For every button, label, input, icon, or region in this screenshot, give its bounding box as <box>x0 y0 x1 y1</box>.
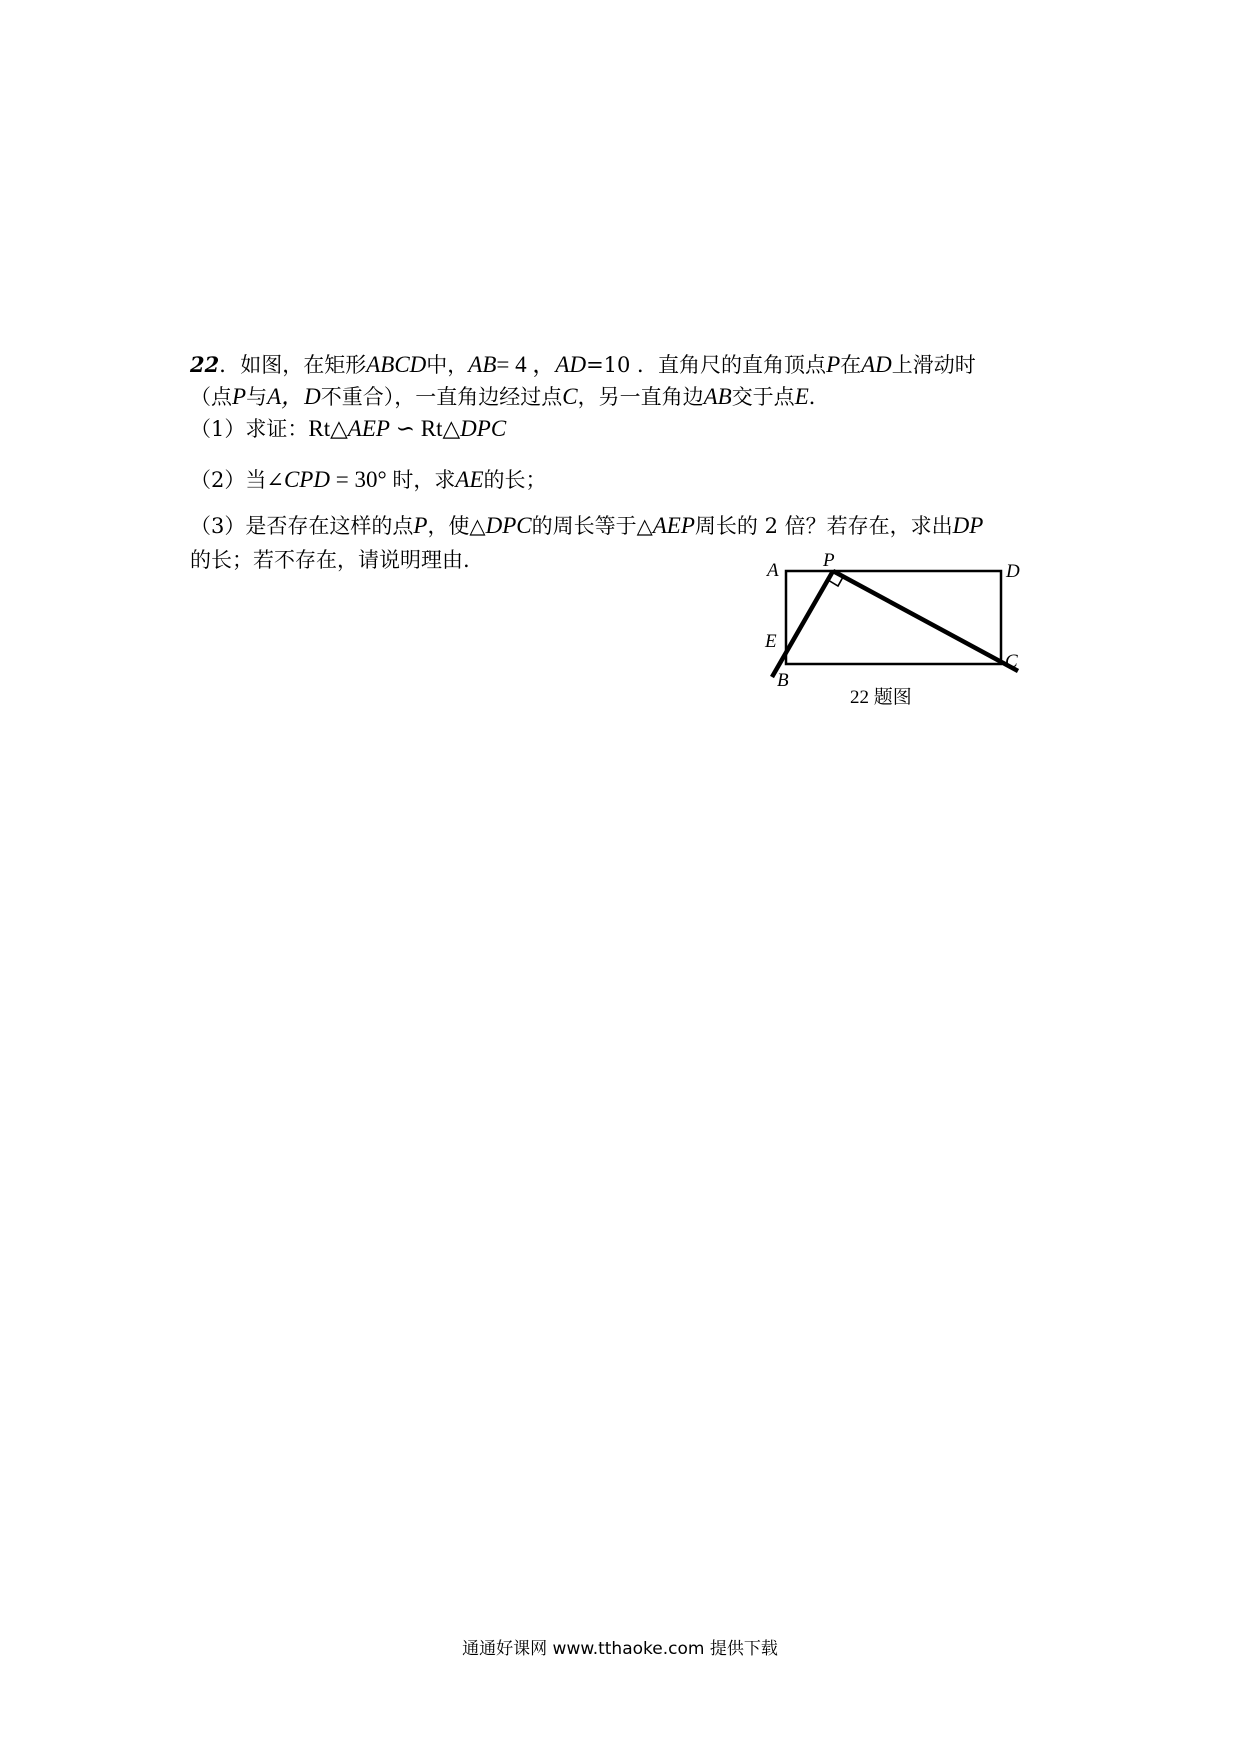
text: 的长； <box>483 468 547 492</box>
math: P <box>826 352 841 377</box>
text: 中， <box>426 353 469 377</box>
ruler-arm-to-c <box>833 571 1018 671</box>
question-line-1 <box>190 350 976 380</box>
text: ．如图，在矩形 <box>219 353 367 377</box>
math: Rt△ <box>308 416 348 441</box>
text: ． <box>808 385 830 409</box>
math: = 30° <box>329 467 393 492</box>
math: AD <box>861 352 892 377</box>
text: 不重合），一直角边经过点 <box>320 385 563 409</box>
label-e: E <box>765 631 777 652</box>
math: P <box>413 513 428 538</box>
text: （点 <box>190 385 232 409</box>
question-number: 22 <box>190 352 220 377</box>
math: P <box>232 384 247 409</box>
math: AEP <box>347 416 390 441</box>
text: 交于点 <box>731 385 795 409</box>
math: AD <box>555 352 587 377</box>
part-3-continued <box>190 545 470 575</box>
math: CPD <box>283 467 330 492</box>
math: E <box>794 384 809 409</box>
math: AB <box>468 352 497 377</box>
text: 时，求 <box>392 468 456 492</box>
text: 的长；若不存在，请说明理由. <box>190 548 470 572</box>
math: AE <box>455 467 484 492</box>
ruler-arm-through-e <box>772 571 833 677</box>
figure-caption: 22 题图 <box>850 687 912 708</box>
text: 的周长等于△ <box>531 514 653 538</box>
math: C <box>562 384 578 409</box>
label-b: B <box>777 670 789 691</box>
math: Rt△ <box>420 416 461 441</box>
text: 在 <box>840 353 862 377</box>
text: （3）是否存在这样的点 <box>190 514 414 538</box>
question-line-2 <box>190 382 830 412</box>
math: ABCD <box>366 352 427 377</box>
label-c: C <box>1005 651 1018 672</box>
math: = 4 ， <box>496 352 556 377</box>
rectangle-abcd <box>786 571 1001 664</box>
text: （1）求证： <box>190 417 309 441</box>
label-d: D <box>1006 561 1020 582</box>
label-p: P <box>823 550 835 571</box>
math: AB <box>703 384 732 409</box>
part-3 <box>190 511 983 541</box>
math: AEP <box>652 513 695 538</box>
text: =10 ．直角尺的直角顶点 <box>586 353 827 377</box>
text: ，使△ <box>427 514 486 538</box>
math: DP <box>952 513 984 538</box>
math: ∽ <box>389 416 421 441</box>
text: （2）当∠ <box>190 468 284 492</box>
math: A，D <box>267 384 321 409</box>
label-a: A <box>767 560 779 581</box>
text: 与 <box>246 385 268 409</box>
text: ，另一直角边 <box>577 385 704 409</box>
footer: 通通好课网 www.tthaoke.com 提供下载 <box>462 1639 778 1659</box>
math: DPC <box>485 513 532 538</box>
text: 上滑动时 <box>891 353 976 377</box>
math: DPC <box>460 416 507 441</box>
part-1 <box>190 414 506 444</box>
text: 周长的 2 倍？若存在，求出 <box>694 514 953 538</box>
part-2 <box>190 465 547 495</box>
geometry-figure <box>755 550 1045 710</box>
